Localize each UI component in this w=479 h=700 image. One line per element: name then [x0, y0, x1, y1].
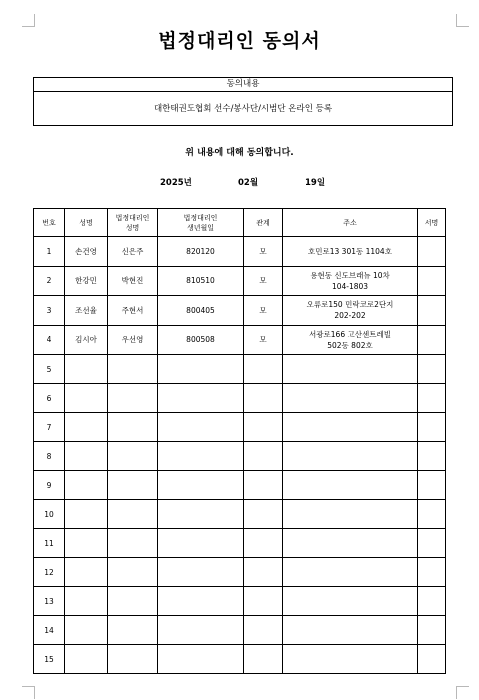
- guardian-birthdate: [158, 384, 244, 413]
- member-name: [65, 587, 108, 616]
- member-name: [65, 355, 108, 384]
- member-name: 조선율: [65, 296, 108, 326]
- page-corner-mark-bottom-right: [456, 686, 469, 699]
- guardian-name: [108, 384, 158, 413]
- member-name: 한강민: [65, 266, 108, 296]
- guardian-name: [108, 529, 158, 558]
- table-row: [34, 616, 446, 645]
- guardian-birthdate: 810510: [158, 266, 244, 296]
- guardian-name: [108, 500, 158, 529]
- guardian-name: [108, 471, 158, 500]
- signature-cell[interactable]: [418, 529, 446, 558]
- relation: [244, 384, 283, 413]
- relation: 모: [244, 296, 283, 326]
- row-number: 5: [34, 355, 65, 384]
- address: 오류로150 민락코로2단지 202-202: [283, 296, 418, 326]
- guardian-name: [108, 442, 158, 471]
- table-row: [34, 587, 446, 616]
- consent-box: [33, 77, 453, 126]
- relation: 모: [244, 237, 283, 267]
- signature-cell[interactable]: [418, 413, 446, 442]
- address: [283, 645, 418, 674]
- relation: [244, 558, 283, 587]
- signature-cell[interactable]: [418, 296, 446, 326]
- row-number: 14: [34, 616, 65, 645]
- guardian-birthdate: 820120: [158, 237, 244, 267]
- address: [283, 471, 418, 500]
- table-row: [34, 645, 446, 674]
- header-number: 번호: [34, 209, 65, 237]
- page-corner-mark-bottom-left: [22, 686, 35, 699]
- guardian-name: [108, 558, 158, 587]
- guardian-birthdate: 800405: [158, 296, 244, 326]
- member-name: [65, 616, 108, 645]
- address: [283, 529, 418, 558]
- relation: [244, 442, 283, 471]
- relation: 모: [244, 266, 283, 296]
- header-relation: 관계: [244, 209, 283, 237]
- address: [283, 558, 418, 587]
- row-number: 9: [34, 471, 65, 500]
- row-number: 2: [34, 266, 65, 296]
- address: [283, 616, 418, 645]
- guardian-name: [108, 355, 158, 384]
- row-number: 7: [34, 413, 65, 442]
- guardian-birthdate: [158, 645, 244, 674]
- document-title: 법정대리인 동의서: [158, 30, 321, 52]
- row-number: 8: [34, 442, 65, 471]
- header-guardian-name: 법정대리인 성명: [108, 209, 158, 237]
- agreement-statement: 위 내용에 대해 동의합니다.: [185, 148, 294, 158]
- row-number: 1: [34, 237, 65, 267]
- relation: [244, 471, 283, 500]
- signature-cell[interactable]: [418, 442, 446, 471]
- table-row: [34, 413, 446, 442]
- address: [283, 500, 418, 529]
- guardian-birthdate: 800508: [158, 325, 244, 355]
- header-guardian-birthdate: 법정대리인 생년월일: [158, 209, 244, 237]
- signature-cell[interactable]: [418, 237, 446, 267]
- date-month: 02월: [238, 178, 259, 188]
- table-row: [34, 529, 446, 558]
- address: [283, 442, 418, 471]
- signature-cell[interactable]: [418, 384, 446, 413]
- table-row: [34, 237, 446, 267]
- table-row: [34, 296, 446, 326]
- guardian-name: 박현진: [108, 266, 158, 296]
- member-name: [65, 384, 108, 413]
- row-number: 15: [34, 645, 65, 674]
- guardian-name: [108, 645, 158, 674]
- signature-cell[interactable]: [418, 558, 446, 587]
- consent-text: 대한태권도협회 선수/봉사단/시범단 온라인 등록: [153, 104, 333, 114]
- guardian-name: 주현서: [108, 296, 158, 326]
- table-header-row: [34, 209, 446, 237]
- guardian-name: 우선영: [108, 325, 158, 355]
- signature-cell[interactable]: [418, 471, 446, 500]
- signature-cell[interactable]: [418, 355, 446, 384]
- relation: [244, 413, 283, 442]
- guardian-birthdate: [158, 558, 244, 587]
- address: 호민로13 301동 1104호: [283, 237, 418, 267]
- member-name: [65, 645, 108, 674]
- signature-cell[interactable]: [418, 266, 446, 296]
- relation: [244, 529, 283, 558]
- member-name: 김시아: [65, 325, 108, 355]
- relation: [244, 500, 283, 529]
- relation: [244, 616, 283, 645]
- guardian-birthdate: [158, 587, 244, 616]
- table-body: [34, 237, 446, 674]
- table-row: [34, 355, 446, 384]
- address: 용현동 신도브래뉴 10차 104-1803: [283, 266, 418, 296]
- table-row: [34, 471, 446, 500]
- relation: 모: [244, 325, 283, 355]
- guardian-birthdate: [158, 529, 244, 558]
- table-row: [34, 500, 446, 529]
- signature-cell[interactable]: [418, 500, 446, 529]
- address: [283, 587, 418, 616]
- member-name: [65, 500, 108, 529]
- signature-cell[interactable]: [418, 587, 446, 616]
- table-row: [34, 325, 446, 355]
- consent-header: 동의내용: [34, 78, 452, 92]
- signature-cell[interactable]: [418, 645, 446, 674]
- guardian-consent-table: [33, 208, 446, 674]
- signature-cell[interactable]: [418, 325, 446, 355]
- address: [283, 413, 418, 442]
- row-number: 11: [34, 529, 65, 558]
- header-name: 성명: [65, 209, 108, 237]
- row-number: 6: [34, 384, 65, 413]
- guardian-name: 신은주: [108, 237, 158, 267]
- relation: [244, 355, 283, 384]
- member-name: [65, 558, 108, 587]
- guardian-birthdate: [158, 500, 244, 529]
- member-name: [65, 529, 108, 558]
- relation: [244, 587, 283, 616]
- member-name: 손건영: [65, 237, 108, 267]
- address: [283, 384, 418, 413]
- date-day: 19일: [305, 178, 326, 188]
- guardian-name: [108, 413, 158, 442]
- guardian-name: [108, 616, 158, 645]
- table-row: [34, 558, 446, 587]
- row-number: 13: [34, 587, 65, 616]
- guardian-name: [108, 587, 158, 616]
- relation: [244, 645, 283, 674]
- guardian-birthdate: [158, 355, 244, 384]
- header-signature: 서명: [418, 209, 446, 237]
- address: [283, 355, 418, 384]
- signature-cell[interactable]: [418, 616, 446, 645]
- member-name: [65, 442, 108, 471]
- guardian-birthdate: [158, 471, 244, 500]
- member-name: [65, 471, 108, 500]
- address: 서광로166 고산센트레빌 502동 802호: [283, 325, 418, 355]
- table-row: [34, 442, 446, 471]
- row-number: 3: [34, 296, 65, 326]
- header-address: 주소: [283, 209, 418, 237]
- row-number: 4: [34, 325, 65, 355]
- row-number: 12: [34, 558, 65, 587]
- guardian-birthdate: [158, 442, 244, 471]
- table-row: [34, 384, 446, 413]
- guardian-birthdate: [158, 616, 244, 645]
- date-year: 2025년: [160, 178, 192, 188]
- guardian-birthdate: [158, 413, 244, 442]
- row-number: 10: [34, 500, 65, 529]
- table-row: [34, 266, 446, 296]
- member-name: [65, 413, 108, 442]
